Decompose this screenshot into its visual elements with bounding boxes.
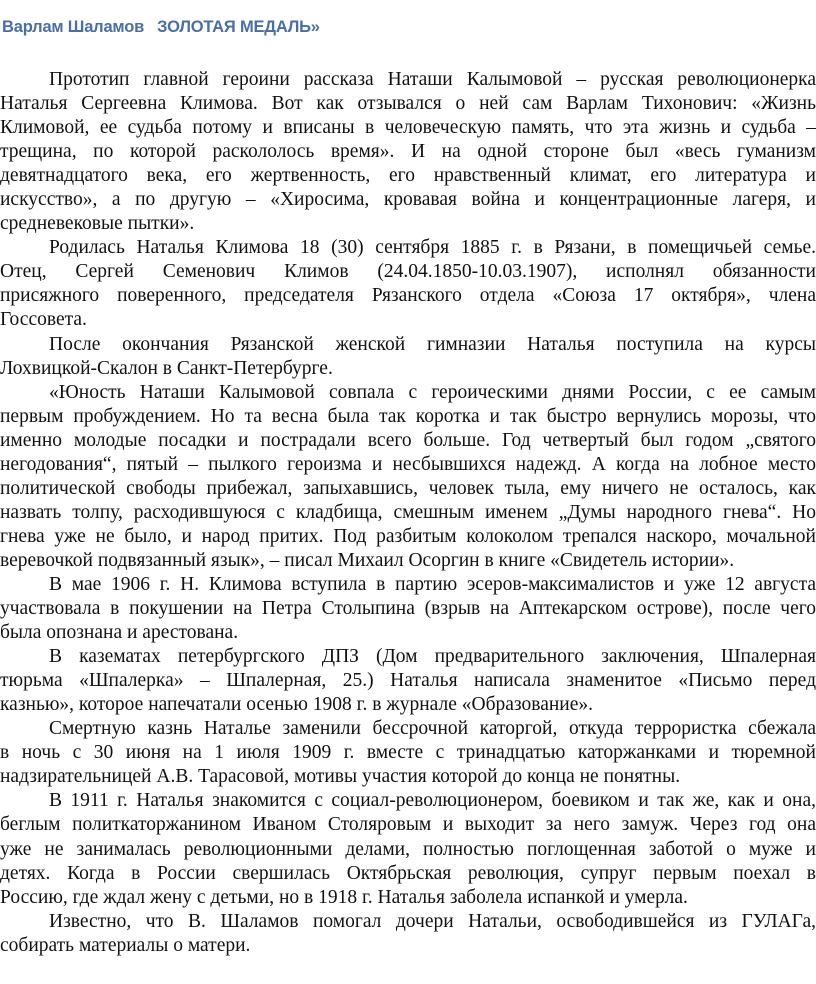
text-line: казнью», которое напечатали осенью 1908 г. в журнале «Образование».	[0, 694, 594, 716]
document-body	[0, 68, 816, 958]
paragraph	[0, 717, 816, 789]
text-line: Наталья Сергеевна Климова. Вот как отзывался о ней сам Варлам Тихонович: «Жизнь	[0, 93, 816, 115]
text-line: В казематах петербургского ДПЗ (Дом предварительного заключения, Шпалерная	[49, 646, 816, 668]
text-line: В мае 1906 г. Н. Климова вступила в партию эсеров-максималистов и уже 12 августа	[49, 573, 816, 595]
paragraph	[0, 68, 816, 236]
document-title: Варлам Шаламов ЗОЛОТАЯ МЕДАЛЬ»	[2, 18, 320, 36]
text-line: негодования“, пятый – пылкого героизма и несбывшихся надежд. А когда на лобное место	[0, 453, 816, 475]
text-line: Родилась Наталья Климова 18 (30) сентября 1885 г. в Рязани, в помещичьей семье.	[49, 237, 816, 259]
paragraph	[0, 789, 816, 909]
text-line: девятнадцатого века, его жертвенность, его нравственный климат, его литература и	[0, 165, 816, 187]
text-line: Отец, Сергей Семенович Климов (24.04.1850-10.03.1907), исполнял обязанности	[0, 261, 816, 283]
paragraph	[0, 910, 816, 958]
paragraph	[0, 333, 816, 381]
text-line: В 1911 г. Наталья знакомится с социал-революционером, боевиком и так же, как и она,	[49, 790, 816, 812]
text-line: веревочкой подвязанный язык», – писал Михаил Осоргин в книге «Свидетель истории».	[0, 549, 735, 571]
text-line: Прототип главной героини рассказа Наташи Калымовой – русская революционерка	[49, 69, 816, 90]
text-line: надзирательницей А.В. Тарасовой, мотивы участия которой до конца не понятны.	[0, 766, 681, 788]
paragraph	[0, 573, 816, 645]
text-line: Лохвицкой-Скалон в Санкт-Петербурге.	[0, 357, 333, 379]
text-line: первым пробуждением. Но та весна была так коротка и так быстро вернулись морозы, что	[0, 405, 816, 427]
text-line: средневековые пытки».	[0, 213, 195, 235]
text-line: Госсовета.	[0, 309, 87, 331]
text-line: детях. Когда в России свершилась Октябрьская революция, супруг первым поехал в	[0, 862, 816, 884]
text-line: После окончания Рязанской женской гимназии Наталья поступила на курсы	[49, 333, 816, 355]
text-line: присяжного поверенного, председателя Рязанского отдела «Союза 17 октября», члена	[0, 285, 816, 307]
text-line: беглым политкаторжанином Иваном Столяровым и выходит за него замуж. Через год она	[0, 814, 816, 836]
text-line: участвовала в покушении на Петра Столыпина (взрыв на Аптекарском острове), после чего	[0, 598, 816, 620]
paragraph	[0, 645, 816, 717]
text-line: трещина, по которой раскололось время». И на одной стороне был «весь гуманизм	[0, 141, 816, 163]
text-line: гнева уже не было, и народ притих. Под разбитым колоколом трепался наскоро, мочальной	[0, 525, 816, 547]
text-line: Смертную казнь Наталье заменили бессрочной каторгой, откуда террористка сбежала	[49, 718, 816, 740]
text-line: именно молодые посадки и пострадали всего больше. Год четвертый был годом „святого	[0, 429, 816, 451]
text-line: Россию, где ждал жену с детьми, но в 1918 г. Наталья заболела испанкой и умерла.	[0, 886, 688, 908]
text-line: назвать толпу, расходившуюся с кладбища, смешным именем „Думы народного гнева“. Но	[0, 501, 816, 523]
text-line: была опознана и арестована.	[0, 622, 239, 644]
text-line: уже не занималась революционными делами, полностью поглощенная заботой о муже и	[0, 838, 816, 860]
text-line: «Юность Наташи Калымовой совпала с героическими днями России, с ее самым	[49, 381, 816, 403]
paragraph	[0, 236, 816, 332]
text-line: в ночь с 30 июня на 1 июля 1909 г. вместе с тринадцатью каторжанками и тюремной	[0, 742, 816, 764]
text-line: политической свободы прибежал, запыхавшись, человек тыла, ему ничего не осталось, как	[0, 477, 816, 499]
text-line: Известно, что В. Шаламов помогал дочери Натальи, освободившейся из ГУЛАГа,	[49, 910, 816, 932]
text-line: собирать материалы о матери.	[0, 934, 251, 956]
paragraph	[0, 381, 816, 573]
text-line: тюрьма «Шпалерка» – Шпалерная, 25.) Наталья написала знаменитое «Письмо перед	[0, 670, 816, 692]
text-line: искусство», а по другую – «Хиросима, кровавая война и концентрационные лагеря, и	[0, 189, 816, 211]
text-line: Климовой, ее судьба потому и вписаны в человеческую память, что эта жизнь и судьба –	[0, 117, 816, 139]
